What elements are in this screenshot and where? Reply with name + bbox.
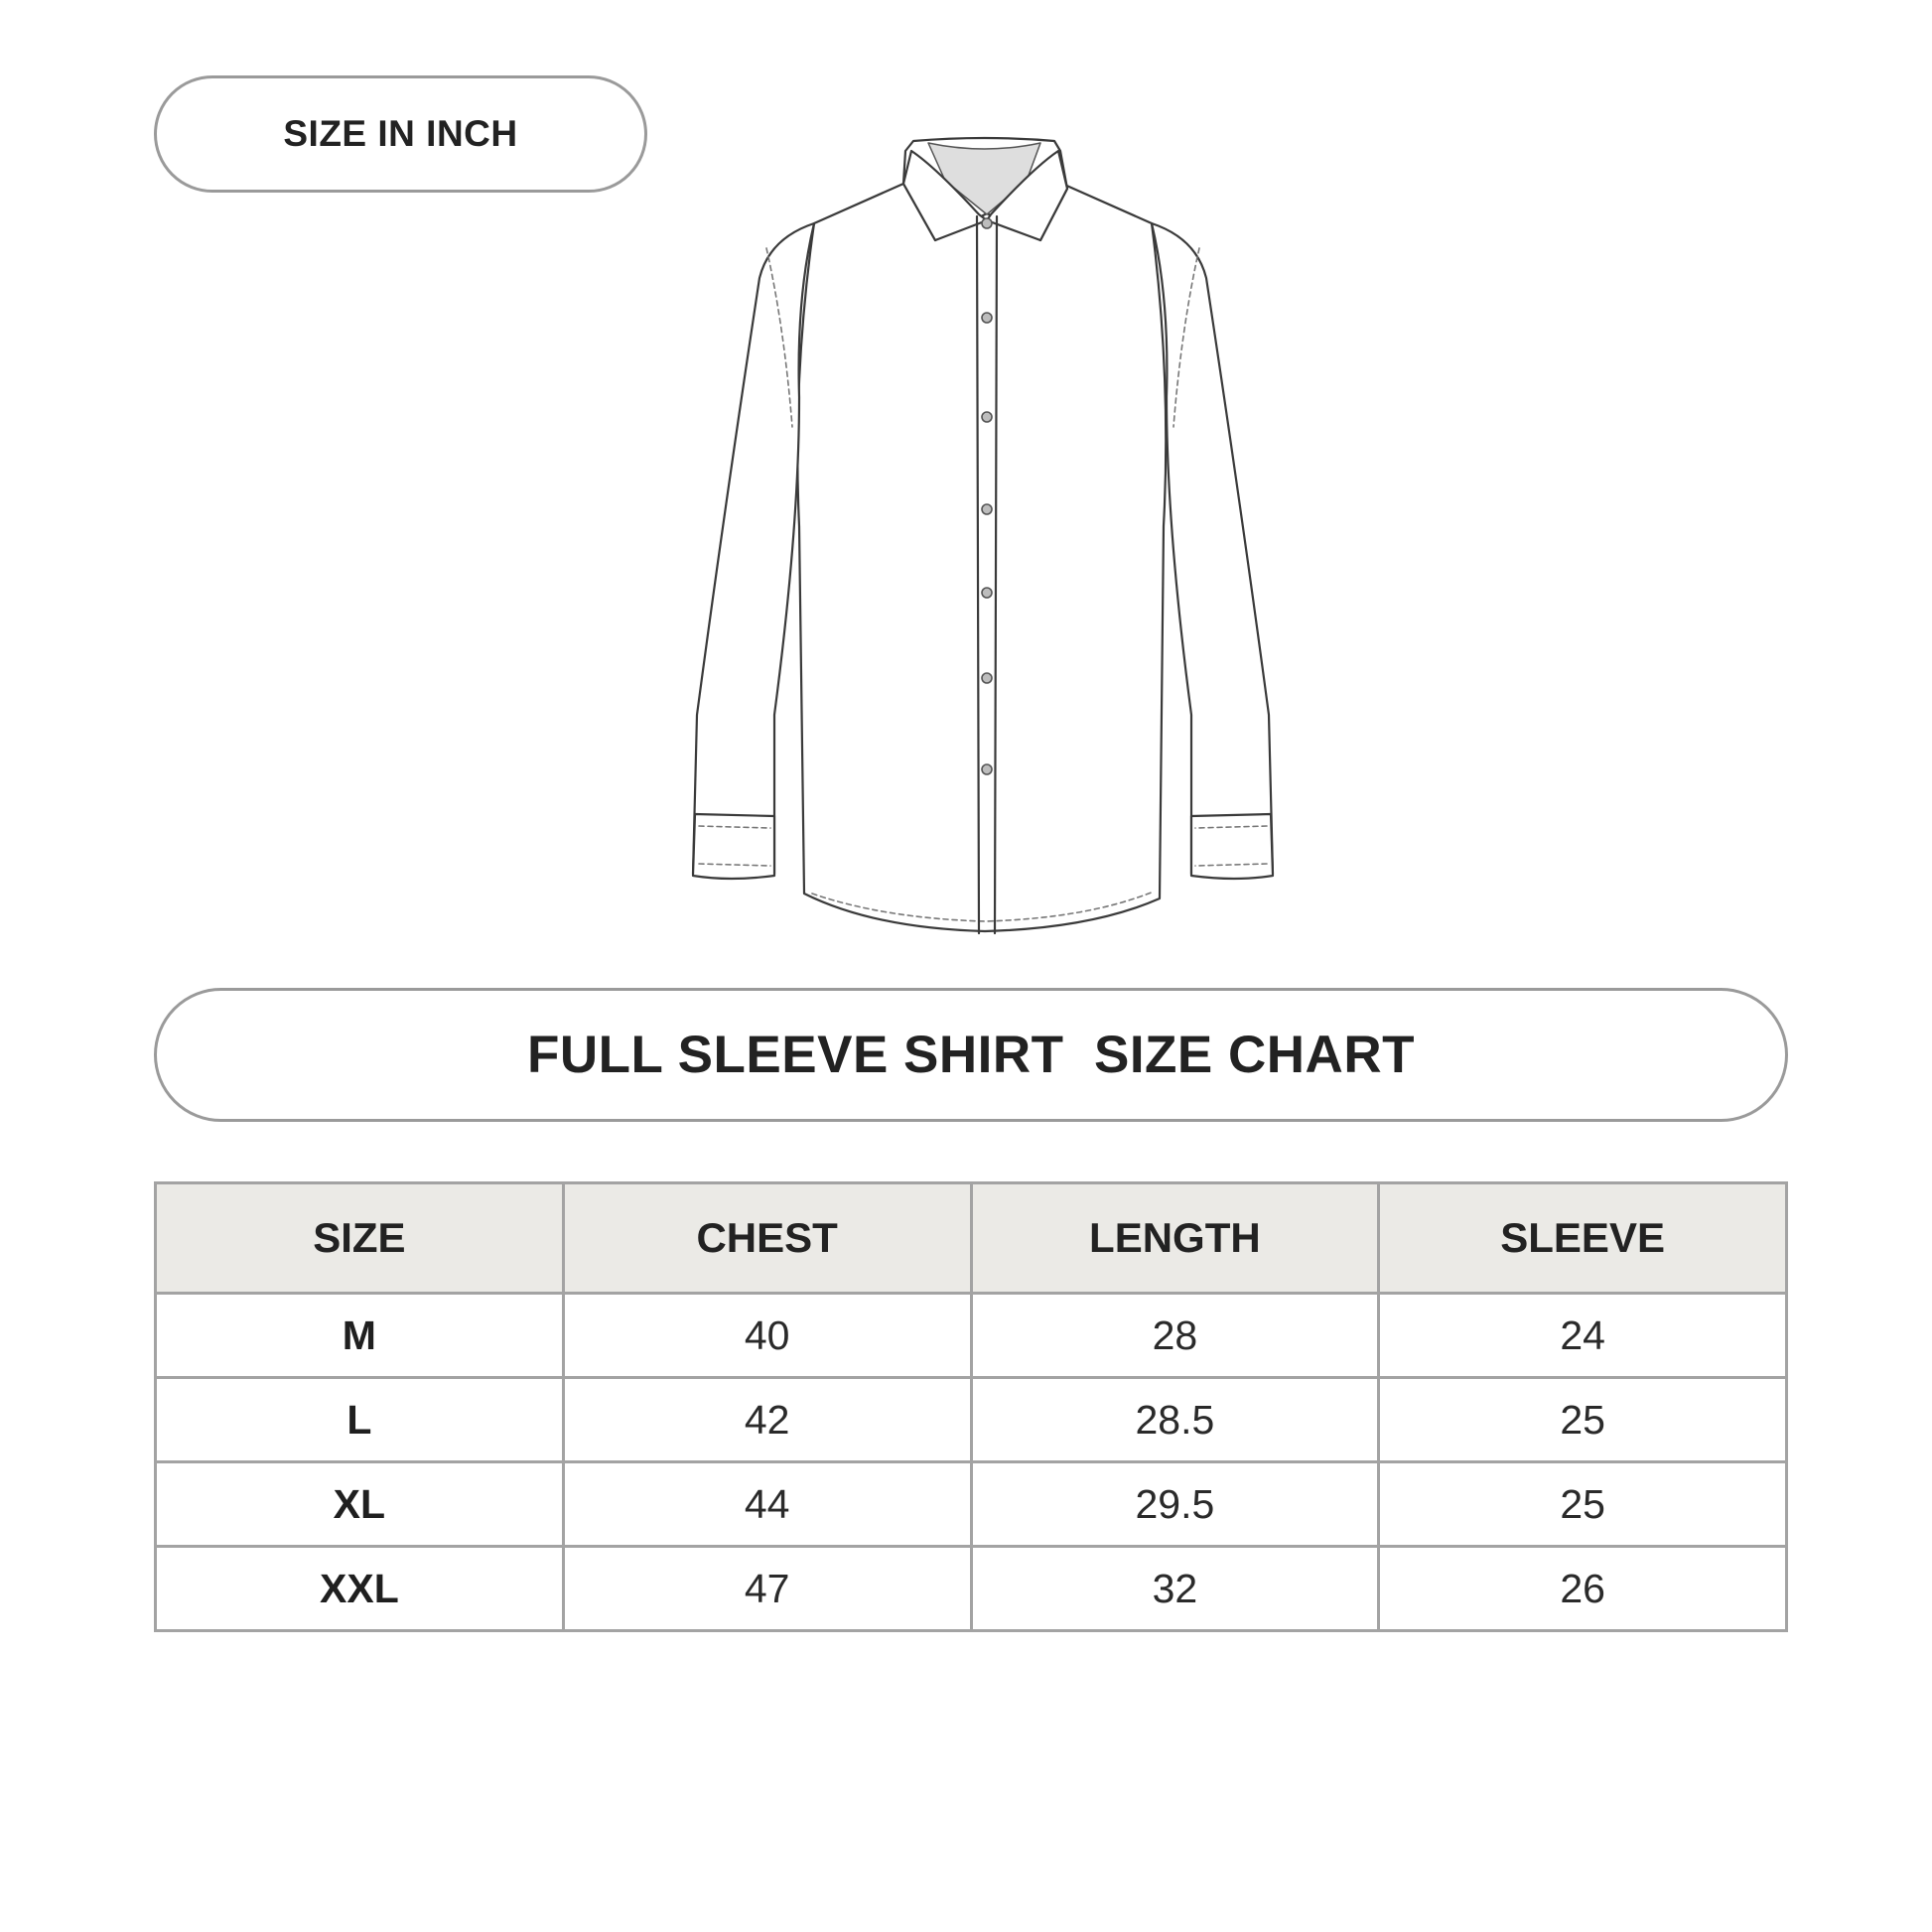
table-cell-length: 28	[971, 1294, 1379, 1378]
table-cell-size: XXL	[156, 1547, 564, 1631]
table-cell-chest: 47	[563, 1547, 971, 1631]
table-cell-sleeve: 26	[1379, 1547, 1787, 1631]
unit-label-pill	[154, 75, 647, 193]
column-header-length: LENGTH	[971, 1183, 1379, 1294]
table-row	[156, 1378, 1787, 1462]
table-cell-chest: 44	[563, 1462, 971, 1547]
table-row	[156, 1462, 1787, 1547]
size-chart-table	[154, 1181, 1788, 1632]
table-cell-length: 29.5	[971, 1462, 1379, 1547]
table-cell-sleeve: 24	[1379, 1294, 1787, 1378]
table-cell-sleeve: 25	[1379, 1462, 1787, 1547]
column-header-chest: CHEST	[563, 1183, 971, 1294]
column-header-sleeve: SLEEVE	[1379, 1183, 1787, 1294]
table-row	[156, 1547, 1787, 1631]
chart-title: FULL SLEEVE SHIRT SIZE CHART	[527, 1026, 1415, 1084]
shirt-illustration	[675, 129, 1291, 953]
table-cell-chest: 40	[563, 1294, 971, 1378]
unit-label: SIZE IN INCH	[283, 113, 518, 154]
table-header-row	[156, 1183, 1787, 1294]
table-body	[156, 1294, 1787, 1631]
table-cell-size: L	[156, 1378, 564, 1462]
table-cell-sleeve: 25	[1379, 1378, 1787, 1462]
table-cell-chest: 42	[563, 1378, 971, 1462]
table-cell-size: M	[156, 1294, 564, 1378]
table-cell-size: XL	[156, 1462, 564, 1547]
column-header-size: SIZE	[156, 1183, 564, 1294]
chart-title-pill	[154, 988, 1788, 1122]
table-row	[156, 1294, 1787, 1378]
table-cell-length: 32	[971, 1547, 1379, 1631]
full-sleeve-shirt-icon	[675, 129, 1291, 953]
table-cell-length: 28.5	[971, 1378, 1379, 1462]
